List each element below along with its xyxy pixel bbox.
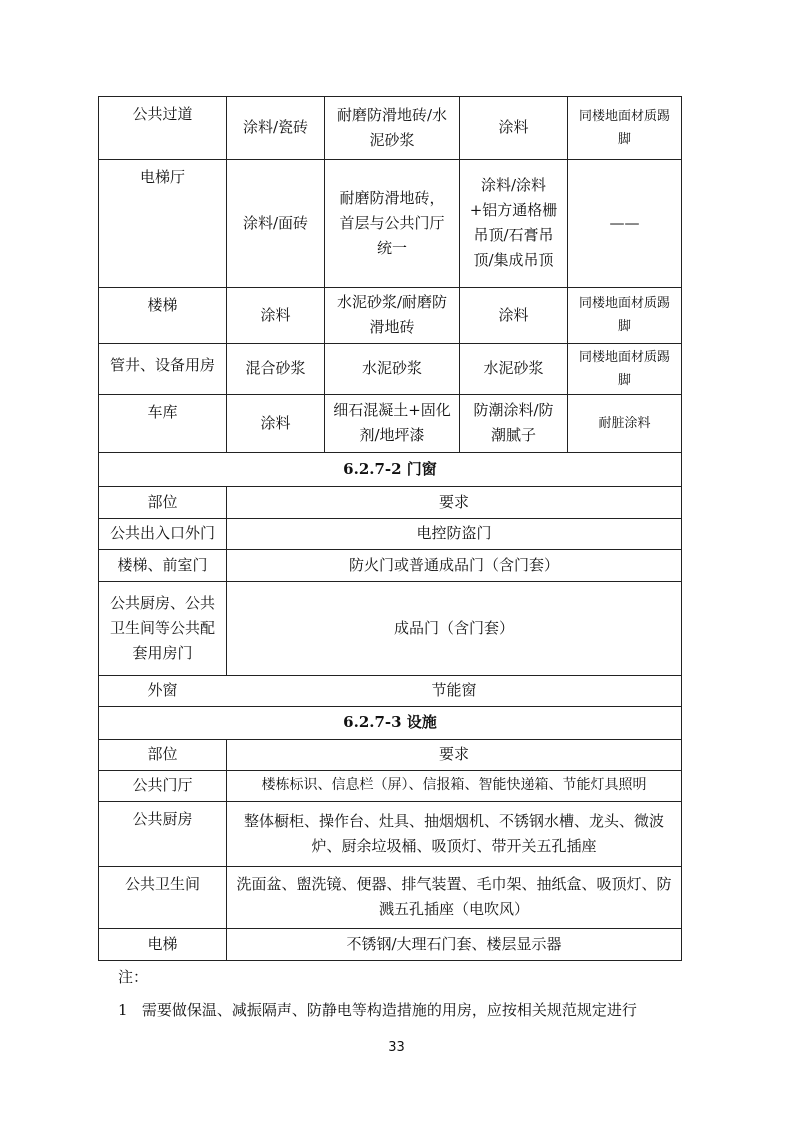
part-cell: 公共过道 bbox=[132, 105, 193, 123]
table-right-border bbox=[681, 96, 682, 961]
column-header-req: 要求 bbox=[438, 745, 469, 763]
wall-cell: 涂料 bbox=[260, 305, 291, 324]
floor-cell: 水泥砂浆 bbox=[361, 359, 422, 377]
skirting-cell: —— bbox=[609, 213, 640, 232]
ceiling-cell: 水泥砂浆 bbox=[483, 359, 544, 377]
floor-cell: 耐磨防滑地砖/水泥砂浆 bbox=[336, 105, 448, 149]
door-req-cell: 成品门（含门套） bbox=[393, 618, 514, 637]
facility-part-cell: 公共厨房 bbox=[132, 810, 193, 828]
page-number: 33 bbox=[388, 1040, 405, 1055]
wall-cell: 涂料/瓷砖 bbox=[242, 118, 309, 136]
skirting-cell: 耐脏涂料 bbox=[598, 415, 651, 431]
door-req-cell: 电控防盗门 bbox=[416, 524, 492, 542]
ceiling-cell: 涂料 bbox=[498, 118, 529, 136]
facility-part-cell: 电梯 bbox=[147, 934, 178, 953]
door-req-cell: 节能窗 bbox=[431, 681, 477, 699]
door-part-cell: 楼梯、前室门 bbox=[117, 555, 208, 574]
section-title-facilities: 6.2.7-3 设施 bbox=[343, 713, 437, 731]
facility-req-cell: 不锈钢/大理石门套、楼层显示器 bbox=[346, 934, 562, 953]
part-cell: 管井、设备用房 bbox=[109, 356, 215, 374]
floor-cell: 耐磨防滑地砖，首层与公共门厅统一 bbox=[339, 188, 445, 257]
note-item-1: 1 需要做保温、减振隔声、防静电等构造措施的用房，应按相关规范规定进行 bbox=[118, 1001, 637, 1019]
facility-part-cell: 公共门厅 bbox=[132, 776, 193, 794]
wall-cell: 涂料/面砖 bbox=[242, 213, 309, 232]
ceiling-cell: 涂料/涂料+铝方通格栅吊顶/石膏吊顶/集成吊顶 bbox=[469, 176, 558, 269]
part-cell: 楼梯 bbox=[147, 296, 178, 314]
door-part-cell: 公共厨房、公共卫生间等公共配套用房门 bbox=[109, 593, 215, 662]
skirting-cell: 同楼地面材质踢脚 bbox=[578, 349, 670, 388]
skirting-cell: 同楼地面材质踢脚 bbox=[578, 296, 670, 334]
notes-label: 注： bbox=[118, 968, 149, 986]
wall-cell: 涂料 bbox=[260, 413, 291, 432]
column-header-req: 要求 bbox=[438, 492, 469, 511]
facility-part-cell: 公共卫生间 bbox=[124, 875, 200, 893]
door-part-cell: 外窗 bbox=[147, 681, 178, 699]
floor-cell: 细石混凝土+固化剂/地坪漆 bbox=[333, 401, 451, 444]
column-header-part: 部位 bbox=[147, 492, 178, 511]
wall-cell: 混合砂浆 bbox=[245, 359, 306, 377]
ceiling-cell: 涂料 bbox=[498, 305, 529, 324]
facility-req-cell: 楼栋标识、信息栏（屏）、信报箱、智能快递箱、节能灯具照明 bbox=[261, 777, 647, 793]
door-req-cell: 防火门或普通成品门（含门套） bbox=[348, 555, 559, 574]
column-header-part: 部位 bbox=[147, 745, 178, 763]
floor-cell: 水泥砂浆/耐磨防滑地砖 bbox=[336, 293, 448, 336]
part-cell: 车库 bbox=[147, 403, 178, 421]
table-bottom-border bbox=[98, 960, 682, 961]
door-part-cell: 公共出入口外门 bbox=[109, 524, 215, 542]
skirting-cell: 同楼地面材质踢脚 bbox=[578, 108, 670, 147]
ceiling-cell: 防潮涂料/防潮腻子 bbox=[473, 401, 554, 444]
facility-req-cell: 整体橱柜、操作台、灶具、抽烟烟机、不锈钢水槽、龙头、微波炉、厨余垃圾桶、吸顶灯、带开关五孔插座 bbox=[243, 811, 664, 855]
facility-req-cell: 洗面盆、盥洗镜、便器、排气装置、毛巾架、抽纸盒、吸顶灯、防溅五孔插座（电吹风） bbox=[236, 875, 672, 918]
section-title-doors: 6.2.7-2 门窗 bbox=[343, 459, 437, 478]
part-cell: 电梯厅 bbox=[139, 168, 185, 186]
